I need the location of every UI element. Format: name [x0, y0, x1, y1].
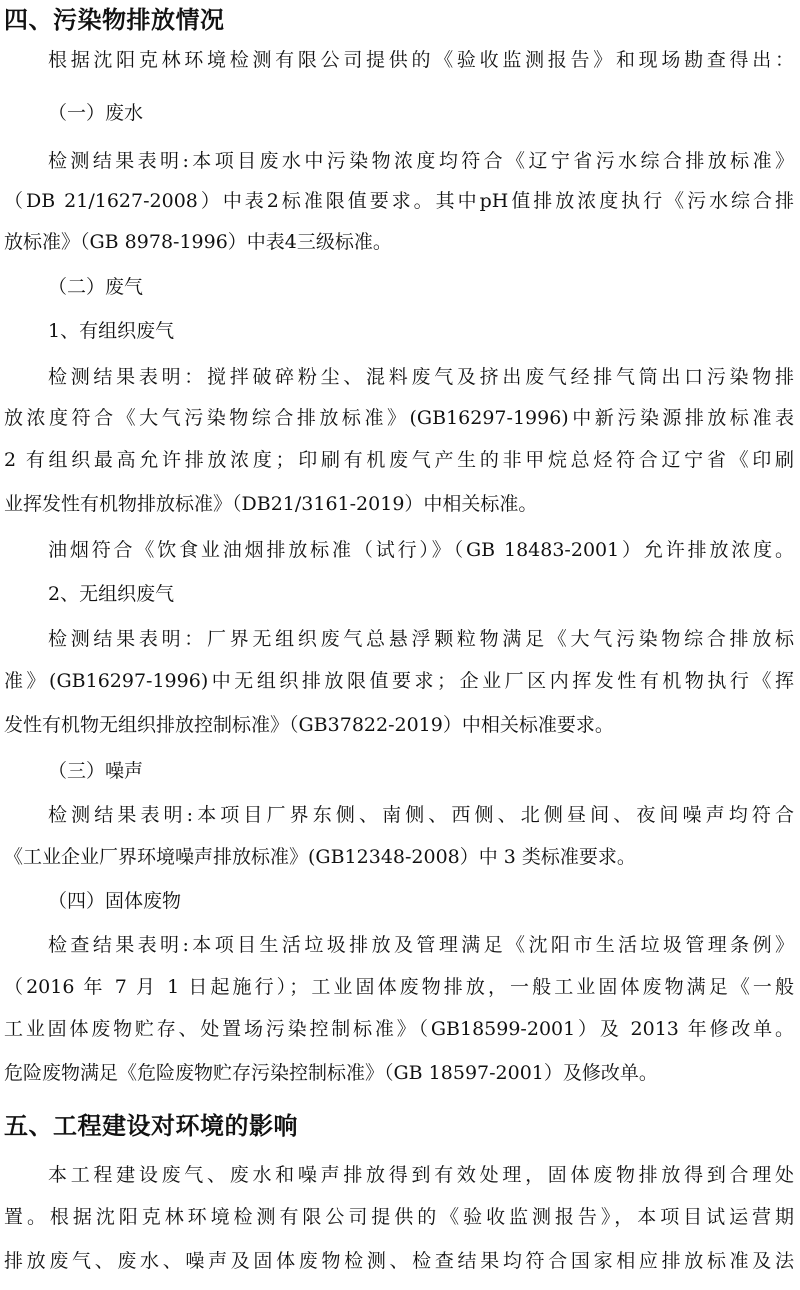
- noise-line-1: 检测结果表明:本项目厂界东侧、南侧、西侧、北侧昼间、夜间噪声均符合: [48, 804, 794, 826]
- section-5-line-2: 置。根据沈阳克林环境检测有限公司提供的《验收监测报告》，本项目试运营期: [4, 1206, 794, 1228]
- wastewater-line-3: 放标准》（GB 8978-1996）中表4三级标准。: [4, 231, 392, 253]
- organized-exhaust-heading: 1、有组织废气: [48, 320, 175, 342]
- solid-line-2: （2016 年 7 月 1 日起施行）；工业固体废物排放，一般工业固体废物满足《一般: [4, 976, 794, 998]
- solid-line-4: 危险废物满足《危险废物贮存污染控制标准》（GB 18597-2001）及修改单。: [4, 1062, 658, 1084]
- noise-line-2: 《工业企业厂界环境噪声排放标准》(GB12348-2008）中 3 类标准要求。: [4, 846, 636, 868]
- unorganized-line-1: 检测结果表明：厂界无组织废气总悬浮颗粒物满足《大气污染物综合排放标: [48, 628, 794, 650]
- unorganized-exhaust-heading: 2、无组织废气: [48, 583, 175, 605]
- solid-waste-heading: （四）固体废物: [48, 890, 182, 912]
- organized-line-3: 2 有组织最高允许排放浓度；印刷有机废气产生的非甲烷总烃符合辽宁省《印刷: [4, 449, 794, 471]
- section-5-line-3: 排放废气、废水、噪声及固体废物检测、检查结果均符合国家相应排放标准及法: [4, 1250, 794, 1272]
- fume-line: 油烟符合《饮食业油烟排放标准（试行）》（GB 18483-2001）允许排放浓度。: [48, 539, 794, 561]
- organized-line-4: 业挥发性有机物排放标准》（DB21/3161-2019）中相关标准。: [4, 493, 538, 515]
- section-5-line-1: 本工程建设废气、废水和噪声排放得到有效处理，固体废物排放得到合理处: [48, 1164, 794, 1186]
- exhaust-heading: （二）废气: [48, 276, 144, 298]
- section-5-title: 五、工程建设对环境的影响: [4, 1112, 298, 1140]
- organized-line-1: 检测结果表明：搅拌破碎粉尘、混料废气及挤出废气经排气筒出口污染物排: [48, 366, 794, 388]
- unorganized-line-3: 发性有机物无组织排放控制标准》（GB37822-2019）中相关标准要求。: [4, 714, 614, 736]
- unorganized-line-2: 准》(GB16297-1996)中无组织排放限值要求；企业厂区内挥发性有机物执行《挥: [4, 670, 794, 692]
- solid-line-1: 检查结果表明:本项目生活垃圾排放及管理满足《沈阳市生活垃圾管理条例》: [48, 934, 794, 956]
- noise-heading: （三）噪声: [48, 760, 144, 782]
- wastewater-heading: （一）废水: [48, 102, 144, 124]
- section-4-intro: 根据沈阳克林环境检测有限公司提供的《验收监测报告》和现场勘查得出：: [48, 49, 794, 71]
- section-4-title: 四、污染物排放情况: [4, 6, 225, 34]
- wastewater-line-2: （DB 21/1627-2008）中表2标准限值要求。其中pH值排放浓度执行《污水综合排: [4, 190, 794, 212]
- wastewater-line-1: 检测结果表明:本项目废水中污染物浓度均符合《辽宁省污水综合排放标准》: [48, 150, 794, 172]
- solid-line-3: 工业固体废物贮存、处置场污染控制标准》（GB18599-2001）及 2013 年修改单。: [4, 1018, 794, 1040]
- organized-line-2: 放浓度符合《大气污染物综合排放标准》(GB16297-1996)中新污染源排放标准表: [4, 407, 794, 429]
